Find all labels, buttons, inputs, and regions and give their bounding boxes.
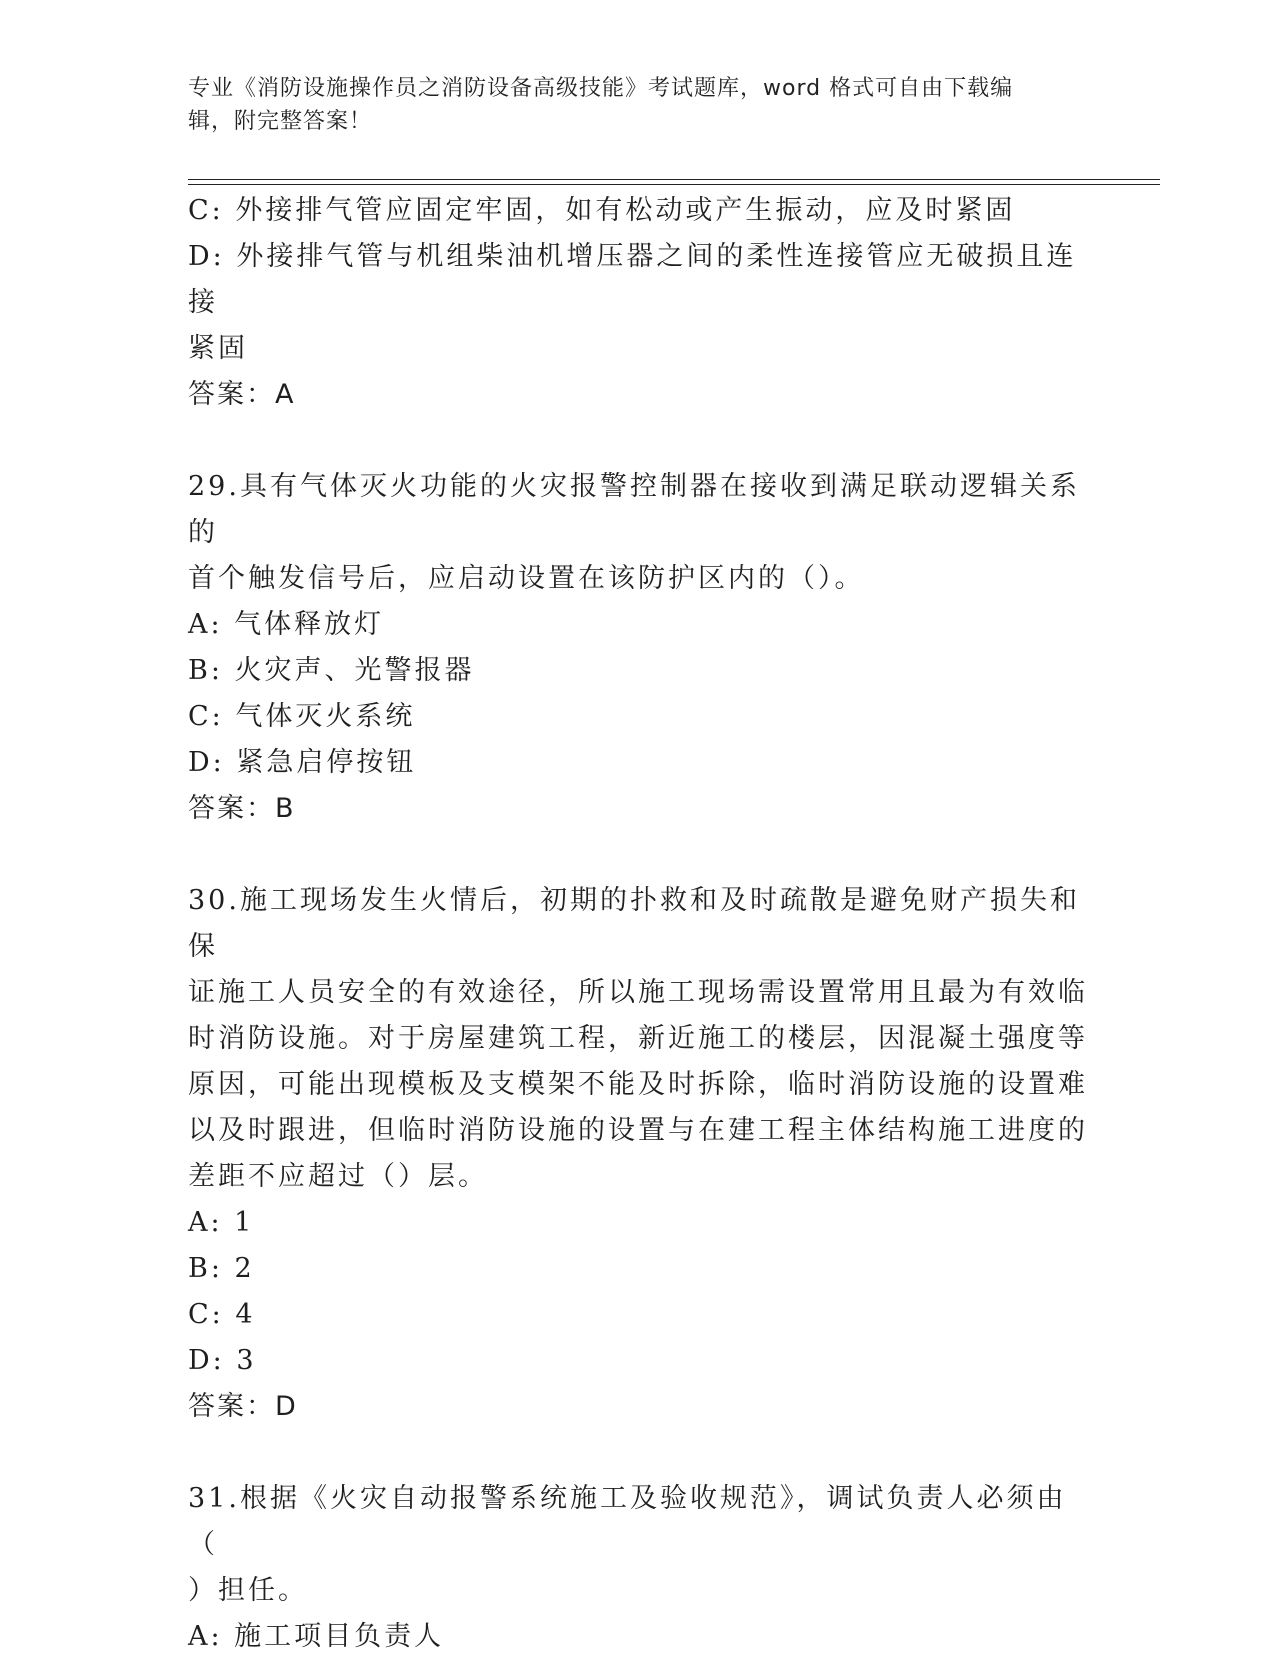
header-line-1: 专业《消防设施操作员之消防设备高级技能》考试题库，word 格式可自由下载编 [188,76,1014,101]
question-text: ）担任。 [188,1575,308,1606]
option-a: A: 气体释放灯 [188,609,385,640]
answer-line: 答案：A [188,379,296,410]
spacer [188,832,1088,878]
spacer [188,1430,1088,1476]
option-a: A: 1 [188,1207,255,1238]
option-b: B: 2 [188,1253,255,1284]
header-divider-bottom [188,184,1160,185]
question-text: 证施工人员安全的有效途径，所以施工现场需设置常用且最为有效临 [188,977,1088,1008]
answer-line: 答案：D [188,1391,298,1422]
question-30 [188,878,1088,1430]
question-text: 差距不应超过（）层。 [188,1161,488,1192]
question-text: 首个触发信号后，应启动设置在该防护区内的（）。 [188,563,865,594]
option-c: C: 气体灭火系统 [188,701,416,732]
option-d: D: 3 [188,1345,257,1376]
question-29 [188,464,1088,832]
question-text: 30.施工现场发生火情后，初期的扑救和及时疏散是避免财产损失和保 [188,885,1080,962]
option-d: D: 外接排气管与机组柴油机增压器之间的柔性连接管应无破损且连接 [188,241,1077,318]
question-31 [188,1476,1088,1660]
document-body [188,188,1088,1660]
header-line-2: 辑，附完整答案！ [188,109,373,134]
question-text: 以及时跟进，但临时消防设施的设置与在建工程主体结构施工进度的 [188,1115,1088,1146]
question-text: 29.具有气体灭火功能的火灾报警控制器在接收到满足联动逻辑关系的 [188,471,1080,548]
document-header [188,72,1068,138]
option-c: C: 4 [188,1299,256,1330]
previous-question-tail [188,188,1088,418]
option-d-continued: 紧固 [188,333,248,364]
answer-line: 答案：B [188,793,296,824]
option-c: C: 外接排气管应固定牢固，如有松动或产生振动，应及时紧固 [188,195,1016,226]
header-divider-top [188,179,1160,180]
spacer [188,418,1088,464]
option-d: D: 紧急启停按钮 [188,747,417,778]
question-text: 31.根据《火灾自动报警系统施工及验收规范》，调试负责人必须由（ [188,1483,1067,1560]
option-a: A: 施工项目负责人 [188,1621,445,1652]
question-text: 时消防设施。对于房屋建筑工程，新近施工的楼层，因混凝土强度等 [188,1023,1088,1054]
question-text: 原因，可能出现模板及支模架不能及时拆除，临时消防设施的设置难 [188,1069,1088,1100]
option-b: B: 火灾声、光警报器 [188,655,475,686]
